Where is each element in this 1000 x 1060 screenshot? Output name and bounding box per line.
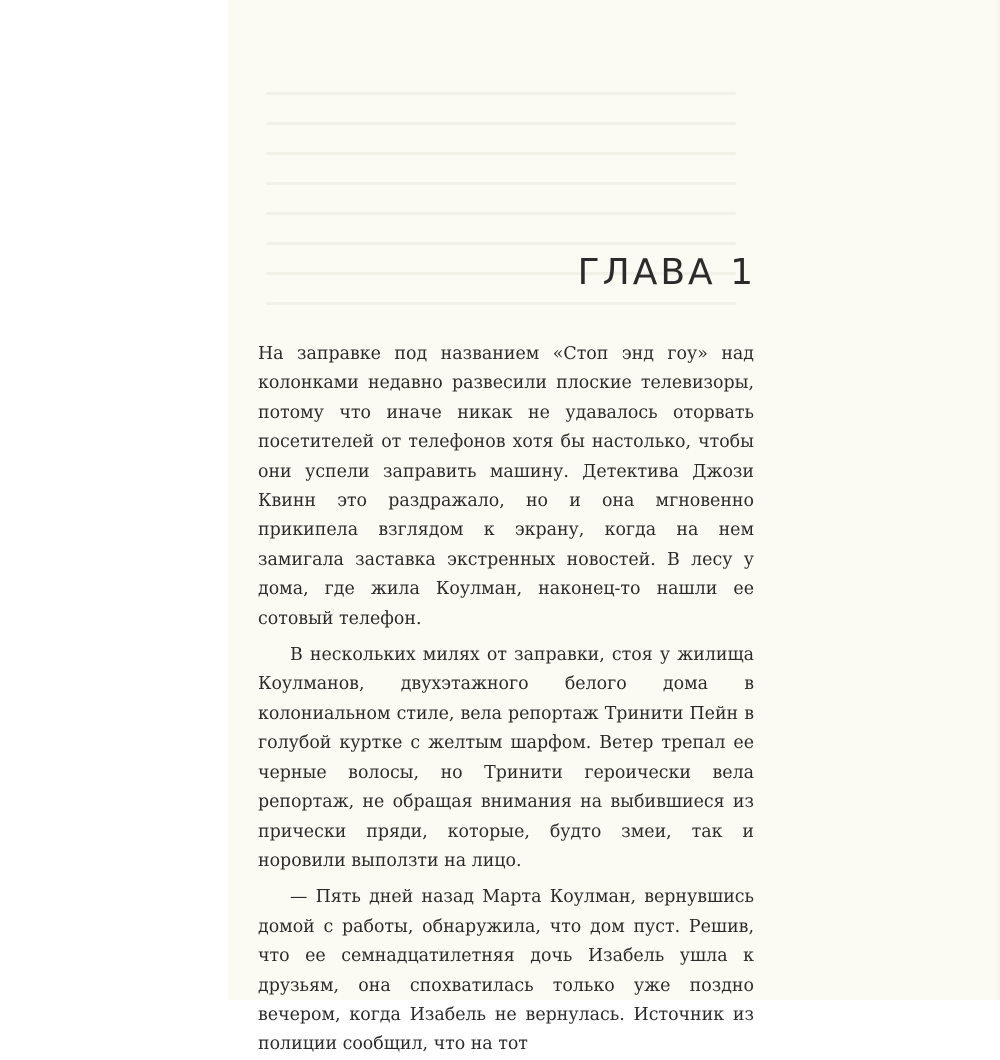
paragraph: На заправке под названием «Стоп энд гоу» над колонками недавно развесили плоские телевизоры, потому что иначе никак не удавалось оторвать посетителей от телефонов хотя бы настолько, чтобы они успели заправить машину. Детектива Джози Квинн это раздражало, но и она мгновенно прикипела взглядом к экрану, когда на нем замигала заставка экстренных новостей. В лесу у дома, где жила Коулман, наконец-то нашли ее сотовый телефон. xyxy=(258,344,754,629)
paragraph: В нескольких милях от заправки, стоя у жилища Коулманов, двухэтажного белого дома в колониальном стиле, вела репортаж Тринити Пейн в голубой куртке с желтым шарфом. Ветер трепал ее черные волосы, но Тринити героически вела репортаж, не обращая внимания на выбившиеся из прически пряди, которые, будто змеи, так и норовили выползти на лицо. xyxy=(258,645,754,871)
chapter-heading: ГЛАВА 1 xyxy=(577,252,756,293)
show-through-line xyxy=(266,302,736,305)
page-edge-shadow xyxy=(994,0,1000,1000)
body-text xyxy=(258,340,754,1060)
show-through-line xyxy=(266,182,736,185)
show-through-line xyxy=(266,242,736,245)
show-through-line xyxy=(266,122,736,125)
paragraph: — Пять дней назад Марта Коулман, вернувшись домой с работы, обнаружила, что дом пуст. Решив, что ее семнадцатилетняя дочь Изабель ушла к друзьям, она спохватилась только уже поздно вечером, когда Изабель не вернулась. Источник из полиции сообщил, что на тот xyxy=(258,887,754,1055)
show-through-line xyxy=(266,212,736,215)
show-through-line xyxy=(266,92,736,95)
show-through-line xyxy=(266,152,736,155)
